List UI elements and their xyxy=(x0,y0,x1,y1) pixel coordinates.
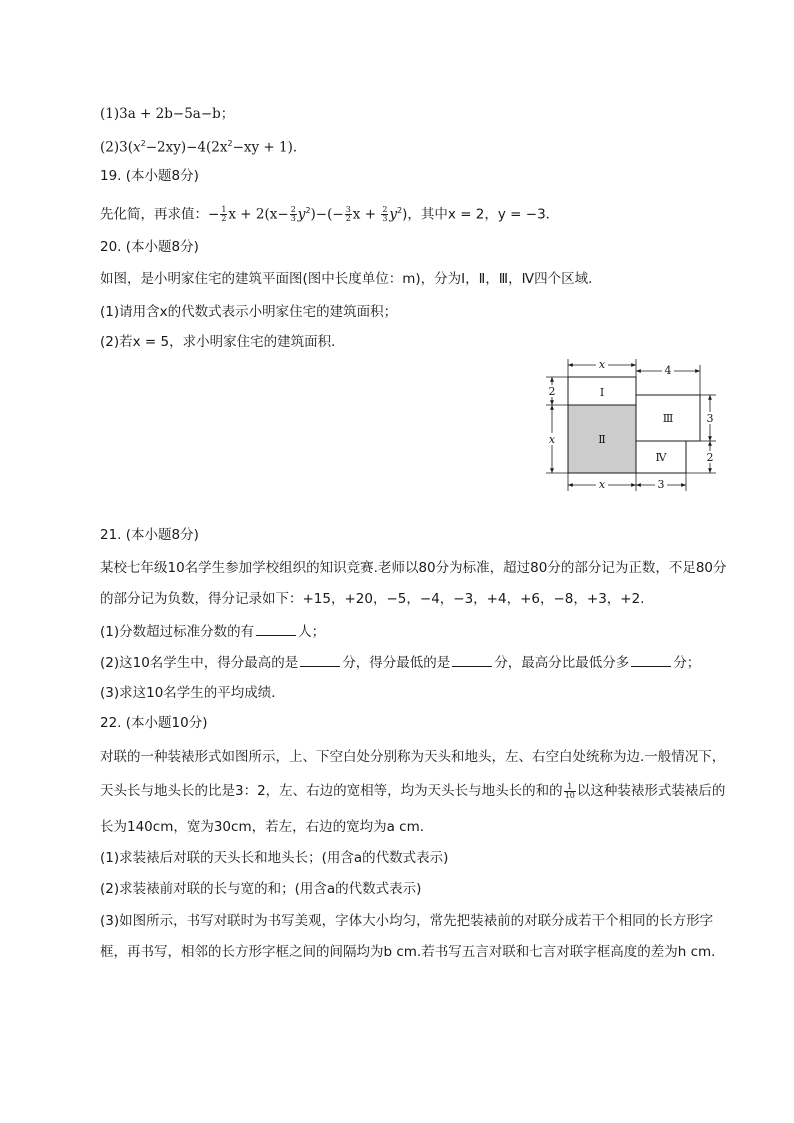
dim-2-left: 2 xyxy=(548,385,556,398)
q19-expression: 先化简，再求值：− $\frac{1}{2}$ x + 2(x− $\frac{2}{3}$ $y^2)-(-$ $\frac{3}{2}$ x + $\frac{2}{3}$ $y^2$)，其中x = 2，y = −3． xyxy=(100,205,560,223)
q21-part3: (3)求这10名学生的平均成绩． xyxy=(100,685,285,701)
fraction: $\frac{1}{10}$ xyxy=(564,781,575,800)
answer-blank[interactable] xyxy=(452,652,492,667)
dim-x-bottom: x xyxy=(598,478,606,491)
q20-header: 20. (本小题8分) xyxy=(100,239,199,255)
q21-statement-2: 的部分记为负数，得分记录如下：+15，+20，−5，−4，−3，+4，+6，−8，+3，+2. xyxy=(100,591,645,607)
region-2-label: Ⅱ xyxy=(598,433,606,446)
region-1-label: Ⅰ xyxy=(599,386,605,399)
q20-intro: 如图，是小明家住宅的建筑平面图(图中长度单位：m)，分为Ⅰ，Ⅱ，Ⅲ，Ⅳ四个区域． xyxy=(100,271,602,287)
q19-header: 19. (本小题8分) xyxy=(100,168,199,184)
q18-part2: $(2)3(x^2-2xy)-4(2x^2-xy + 1)$． xyxy=(100,139,307,156)
q22-part3-line1: (3)如图所示，书写对联时为书写美观，字体大小均匀，常先把装裱前的对联分成若干个相同的长方形字 xyxy=(100,913,714,929)
q22-statement-1: 对联的一种装裱形式如图所示，上、下空白处分别称为天头和地头，左、右空白处统称为边.一般情况下， xyxy=(100,749,726,765)
dim-2-right: 2 xyxy=(706,451,714,464)
q20-part2: (2)若x = 5，求小明家住宅的建筑面积． xyxy=(100,334,345,350)
q22-header: 22. (本小题10分) xyxy=(100,715,208,731)
dim-3-bottom: 3 xyxy=(657,478,665,491)
dim-3-right: 3 xyxy=(706,412,714,425)
fraction: $\frac{2}{3}$ xyxy=(290,205,296,223)
answer-blank[interactable] xyxy=(631,652,671,667)
region-4-label: Ⅳ xyxy=(655,451,667,464)
dim-x-left: x xyxy=(548,433,556,446)
fraction: $\frac{3}{2}$ xyxy=(345,205,351,223)
q20-part1: (1)请用含x的代数式表示小明家住宅的建筑面积； xyxy=(100,304,398,320)
fraction: $\frac{1}{2}$ xyxy=(221,205,227,223)
q22-part3-line2: 框，再书写，相邻的长方形字框之间的间隔均为b cm.若书写五言对联和七言对联字框高度的差为h cm． xyxy=(100,944,725,960)
q22-part2: (2)求装裱前对联的长与宽的和；(用含a的代数式表示) xyxy=(100,881,422,897)
q18-part1: (1)3a + 2b−5a−b； xyxy=(100,106,235,122)
answer-blank[interactable] xyxy=(256,621,296,636)
q21-statement-1: 某校七年级10名学生参加学校组织的知识竞赛.老师以80分为标准，超过80分的部分记为正数，不足80分 xyxy=(100,560,727,576)
dim-4: 4 xyxy=(664,364,672,377)
dim-x-top: x xyxy=(598,358,606,371)
q22-statement-2: 天头长与地头长的比是3：2，左、右边的宽相等，均为天头长与地头长的和的 $\frac{1}{10}$ 以这种装裱形式装裱后的 xyxy=(100,781,726,800)
q22-part1: (1)求装裱后对联的天头长和地头长；(用含a的代数式表示) xyxy=(100,850,449,866)
floor-plan-figure xyxy=(540,357,720,497)
q22-statement-3: 长为140cm，宽为30cm，若左，右边的宽均为a cm． xyxy=(100,819,434,835)
fraction: $\frac{2}{3}$ xyxy=(382,205,388,223)
q21-part1: (1)分数超过标准分数的有 人； xyxy=(100,621,325,642)
region-3-label: Ⅲ xyxy=(662,412,674,425)
answer-blank[interactable] xyxy=(300,652,340,667)
q21-part2: (2)这10名学生中，得分最高的是 分，得分最低的是 分，最高分比最低分多 分； xyxy=(100,652,700,673)
q21-header: 21. (本小题8分) xyxy=(100,527,199,543)
